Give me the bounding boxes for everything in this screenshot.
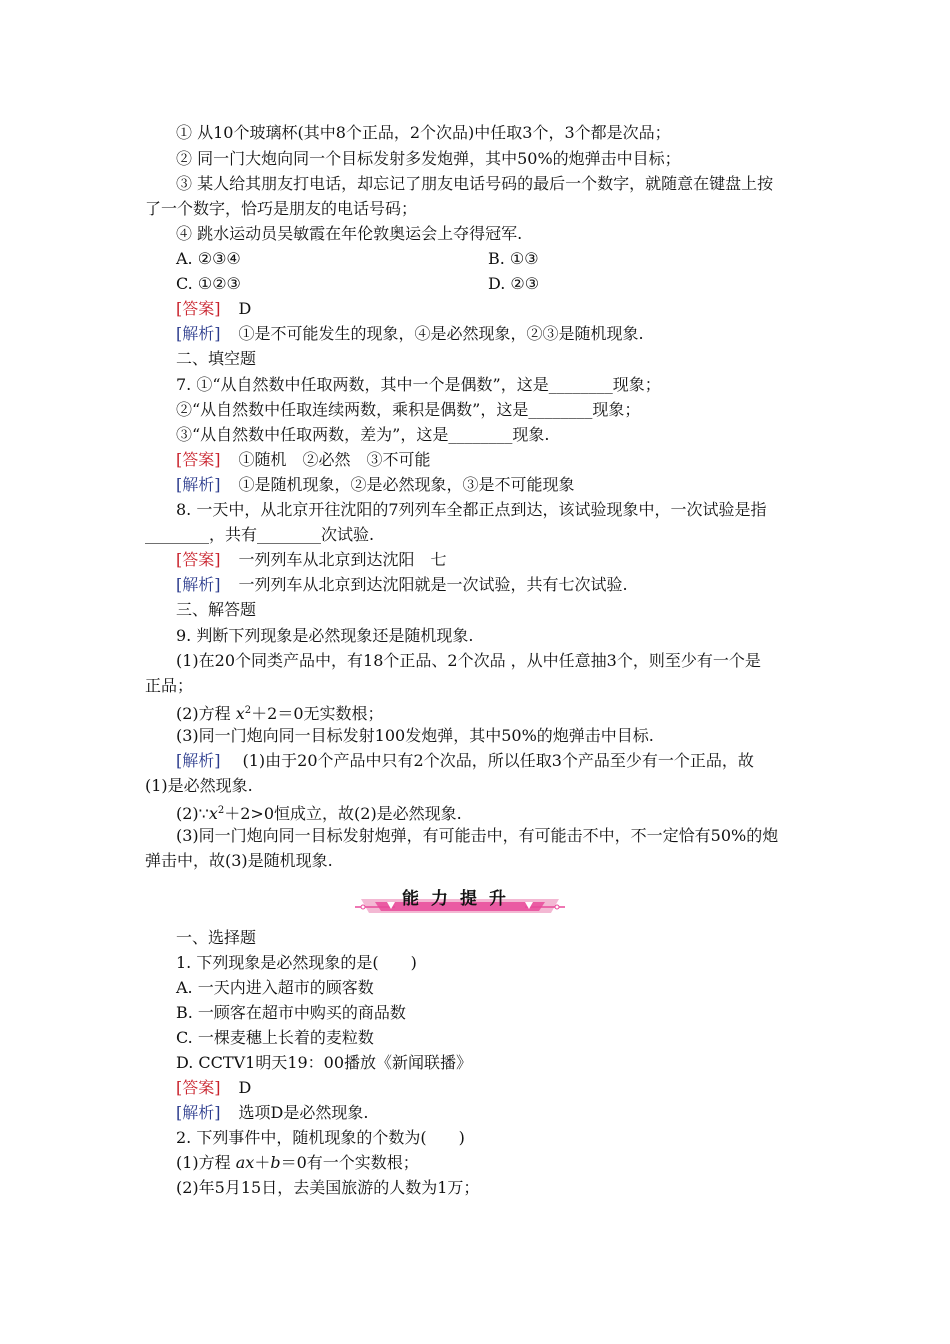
answer-tag: [答案] [176,550,221,569]
e2-part-2: (2)年5月15日，去美国旅游的人数为1万； [176,1178,480,1197]
banner-title: 能力提升 [402,889,518,909]
analysis-tag: [解析] [176,475,221,494]
q9-analysis-cont: (1)是必然现象. [145,776,253,795]
q6-analysis [176,323,644,345]
answer-text: D [238,1078,252,1097]
q6-item-3-cont: 了一个数字，恰巧是朋友的电话号码； [145,199,418,218]
variable-x: x [235,704,245,723]
variable-x: x [208,804,218,823]
q6-item-2: ② 同一门大炮向同一个目标发射多发炮弹，其中50%的炮弹击中目标； [176,149,681,168]
q9-analysis-2 [176,800,462,825]
q6-item-4: ④ 跳水运动员吴敏霞在年伦敦奥运会上夺得冠军. [176,224,523,243]
e1-stem: 1. 下列现象是必然现象的是( ) [176,953,417,972]
q9-analysis-3-cont: 弹击中，故(3)是随机现象. [145,851,333,870]
analysis-text: (1)由于20个产品中只有2个次品，所以任取3个产品至少有一个正品，故 [242,751,754,770]
e2-part-1 [176,1152,419,1174]
q9-part-2-prefix: (2)方程 [176,704,236,723]
e1-answer [176,1077,251,1099]
analysis-text: ①是随机现象，②是必然现象，③是不可能现象 [238,475,575,494]
term-ax: ax [235,1153,255,1172]
q9-analysis-2-suffix: ＋2>0恒成立，故(2)是必然现象. [224,804,462,823]
section-heading-solve: 三、解答题 [176,600,257,619]
e2-part-1-prefix: (1)方程 [176,1153,236,1172]
section-heading-choice: 一、选择题 [176,928,257,947]
q8-answer [176,549,447,571]
e1-option-d: D. CCTV1明天19：00播放《新闻联播》 [176,1053,473,1072]
q9-analysis-2-prefix: (2)∵ [176,804,209,823]
answer-tag: [答案] [176,450,221,469]
e1-option-a: A. 一天内进入超市的顾客数 [176,978,374,997]
q7-answer [176,449,431,471]
q7-line-3: ③“从自然数中任取两数，差为”，这是________现象. [176,425,550,444]
q7-line-2: ②“从自然数中任取连续两数，乘积是偶数”，这是________现象； [176,400,641,419]
q8-line-1: 8. 一天中，从北京开往沈阳的7列列车全都正点到达，该试验现象中，一次试验是指 [176,500,767,519]
term-b: b [270,1153,281,1172]
answer-tag: [答案] [176,299,221,318]
analysis-tag: [解析] [176,1103,221,1122]
q9-stem: 9. 判断下列现象是必然现象还是随机现象. [176,626,474,645]
plus-sign: ＋ [254,1153,271,1172]
q6-option-a: A. ②③④ [176,249,241,268]
q7-analysis [176,474,575,496]
exponent: 2 [217,805,225,816]
q8-line-2: ________，共有________次试验. [145,525,375,544]
exponent: 2 [244,705,252,716]
q9-part-3: (3)同一门炮向同一目标发射100发炮弹，其中50%的炮弹击中目标. [176,726,654,745]
e1-option-b: B. 一顾客在超市中购买的商品数 [176,1003,406,1022]
q8-analysis [176,574,628,596]
analysis-tag: [解析] [176,324,221,343]
q6-option-d: D. ②③ [488,274,540,293]
q6-option-c: C. ①②③ [176,274,241,293]
analysis-text: 选项D是必然现象. [238,1103,369,1122]
q9-part-1-cont: 正品； [145,676,194,695]
e1-option-c: C. 一棵麦穗上长着的麦粒数 [176,1028,374,1047]
section-heading-fill-in: 二、填空题 [176,349,257,368]
analysis-tag: [解析] [176,751,221,770]
analysis-text: ①是不可能发生的现象，④是必然现象，②③是随机现象. [238,324,644,343]
analysis-text: 一列列车从北京到达沈阳就是一次试验，共有七次试验. [238,575,628,594]
q9-analysis [176,750,754,772]
answer-text: D [238,299,252,318]
analysis-tag: [解析] [176,575,221,594]
e2-part-1-suffix: ＝0有一个实数根； [280,1153,419,1172]
q6-item-1: ① 从10个玻璃杯(其中8个正品，2个次品)中任取3个，3个都是次品； [176,123,671,142]
answer-tag: [答案] [176,1078,221,1097]
q6-item-3: ③ 某人给其朋友打电话，却忘记了朋友电话号码的最后一个数字，就随意在键盘上按 [176,174,774,193]
e1-analysis [176,1102,368,1124]
q9-analysis-3: (3)同一门炮向同一目标发射炮弹，有可能击中，有可能击不中，不一定恰有50%的炮 [176,826,779,845]
q9-part-1: (1)在20个同类产品中，有18个正品、2个次品 ，从中任意抽3个，则至少有一个是 [176,651,761,670]
answer-text: ①随机 ②必然 ③不可能 [238,450,431,469]
q6-option-b: B. ①③ [488,249,539,268]
q9-part-2 [176,700,384,725]
e2-stem: 2. 下列事件中，随机现象的个数为( ) [176,1128,465,1147]
section-banner [355,887,565,915]
q6-answer [176,298,251,320]
q9-part-2-suffix: ＋2＝0无实数根； [251,704,384,723]
answer-text: 一列列车从北京到达沈阳 七 [238,550,447,569]
q7-line-1: 7. ①“从自然数中任取两数，其中一个是偶数”，这是________现象； [176,375,661,394]
